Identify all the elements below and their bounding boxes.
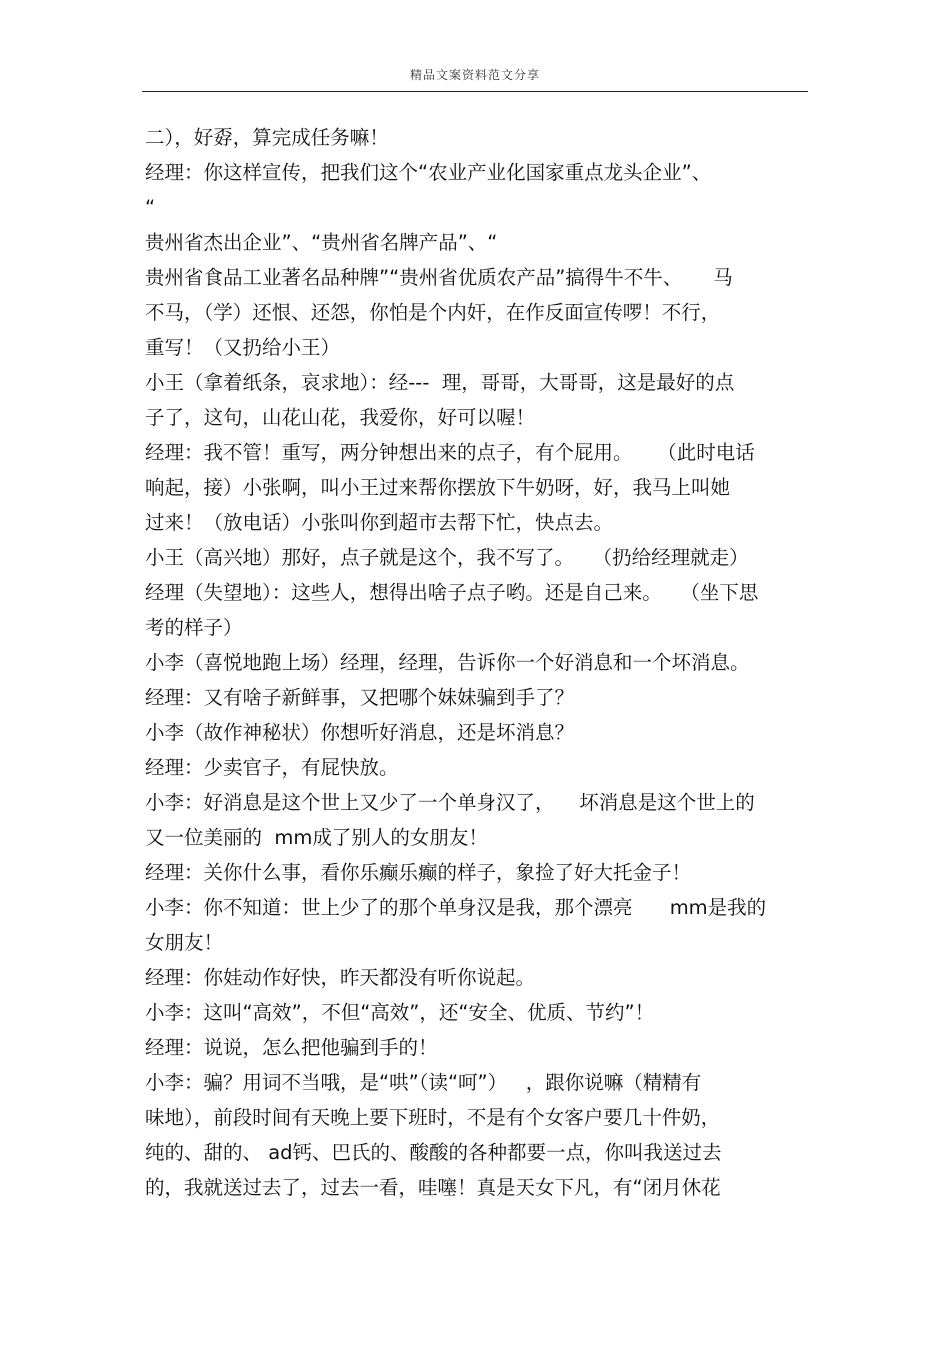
- text-line: 贵州省杰出企业”、“贵州省名牌产品”、“: [145, 231, 498, 254]
- text-line: 经理：关你什么事，看你乐癫乐癫的样子，象捡了好大托金子！: [145, 861, 692, 884]
- text-line: 小李：这叫“高效”，不但“高效”，还“安全、优质、节约”！: [145, 1001, 655, 1024]
- document-body: [145, 120, 810, 1205]
- text-line: 经理：你这样宣传，把我们这个“农业产业化国家重点龙头企业”、: [145, 161, 712, 184]
- text-line: 小李：骗？用词不当哦，是“哄”（读“呵”） ，跟你说嘛（精精有: [145, 1071, 702, 1094]
- text-line: 小李：你不知道：世上少了的那个单身汉是我，那个漂亮 mm是我的: [145, 896, 767, 919]
- text-line: 小李（喜悦地跑上场）经理，经理，告诉你一个好消息和一个坏消息。: [145, 651, 750, 674]
- text-line: 味地），前段时间有天晚上要下班时，不是有个女客户要几十件奶，: [145, 1106, 721, 1129]
- text-line: 经理（失望地）：这些人，想得出啥子点子哟。还是自己来。 （坐下思: [145, 581, 759, 604]
- text-line: 经理：又有啥子新鲜事，又把哪个妹妹骗到手了？: [145, 686, 575, 709]
- text-line: 小王（高兴地）那好，点子就是这个，我不写了。 （扔给经理就走）: [145, 546, 749, 569]
- header-divider: [142, 91, 808, 92]
- text-line: 经理：我不管！重写，两分钟想出来的点子，有个屁用。 （此时电话: [145, 441, 755, 464]
- text-line: 纯的、甜的、 ad钙、巴氏的、酸酸的各种都要一点，你叫我送过去: [145, 1141, 722, 1164]
- text-line: 子了，这句，山花山花，我爱你，好可以喔！: [145, 406, 536, 429]
- text-line: 又一位美丽的 mm成了别人的女朋友！: [145, 826, 488, 849]
- text-line: 小李：好消息是这个世上又少了一个单身汉了， 坏消息是这个世上的: [145, 791, 755, 814]
- page-header: 精品文案资料范文分享: [409, 68, 540, 82]
- text-line: “: [145, 196, 156, 219]
- text-line: 的，我就送过去了，过去一看，哇噻！真是天女下凡，有“闭月休花: [145, 1176, 721, 1199]
- text-line: 响起，接）小张啊，叫小王过来帮你摆放下牛奶呀，好，我马上叫她: [145, 476, 731, 499]
- text-line: 经理：你娃动作好快，昨天都没有听你说起。: [145, 966, 536, 989]
- text-line: 经理：少卖官子，有屁快放。: [145, 756, 399, 779]
- text-line: 小王（拿着纸条，哀求地）：经--- 理，哥哥，大哥哥，这是最好的点: [145, 371, 735, 394]
- text-line: 考的样子）: [145, 616, 243, 639]
- text-line: 贵州省食品工业著名品种牌”“贵州省优质农产品”搞得牛不牛、 马: [145, 266, 733, 289]
- text-line: 女朋友！: [145, 931, 224, 954]
- text-line: 二），好孬，算完成任务嘛！: [145, 126, 389, 149]
- text-line: 小李（故作神秘状）你想听好消息，还是坏消息？: [145, 721, 575, 744]
- text-line: 不马，（学）还恨、还怨，你怕是个内奸，在作反面宣传啰！不行，: [145, 301, 721, 324]
- text-line: 经理：说说，怎么把他骗到手的！: [145, 1036, 438, 1059]
- text-line: 重写！（又扔给小王）: [145, 336, 341, 359]
- text-line: 过来！（放电话）小张叫你到超市去帮下忙，快点去。: [145, 511, 614, 534]
